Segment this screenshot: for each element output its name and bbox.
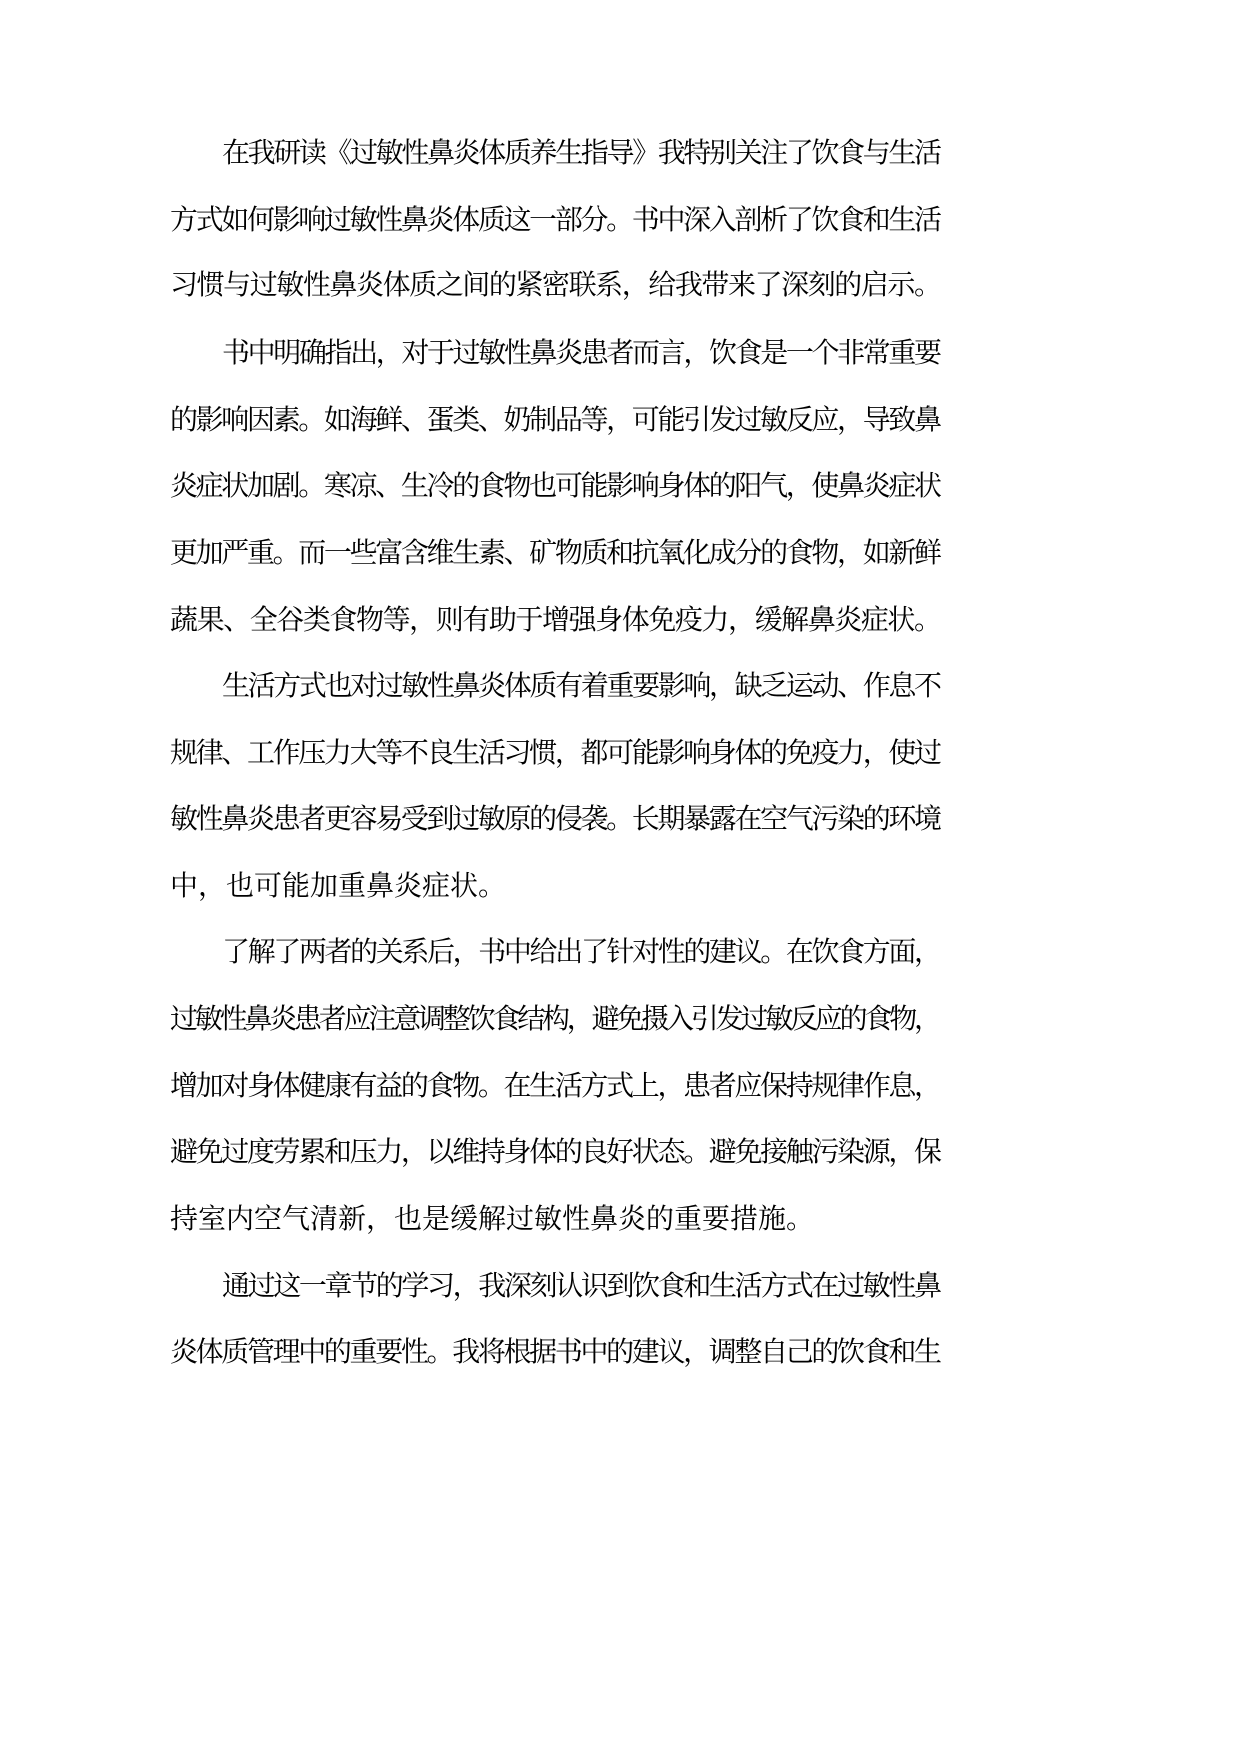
text-line: 的影响因素。如海鲜、蛋类、奶制品等，可能引发过敏反应，导致鼻 — [170, 403, 940, 436]
text-line: 在我研读《过敏性鼻炎体质养生指导》我特别关注了饮食与生活 — [222, 136, 940, 169]
text-line: 习惯与过敏性鼻炎体质之间的紧密联系，给我带来了深刻的启示。 — [170, 268, 941, 301]
text-line: 方式如何影响过敏性鼻炎体质这一部分。书中深入剖析了饮食和生活 — [170, 203, 940, 236]
text-line: 避免过度劳累和压力，以维持身体的良好状态。避免接触污染源，保 — [170, 1135, 940, 1168]
text-line: 增加对身体健康有益的食物。在生活方式上，患者应保持规律作息， — [170, 1069, 940, 1102]
text-line: 通过这一章节的学习，我深刻认识到饮食和生活方式在过敏性鼻 — [222, 1269, 940, 1302]
text-line: 敏性鼻炎患者更容易受到过敏原的侵袭。长期暴露在空气污染的环境 — [170, 802, 940, 835]
text-line: 炎症状加剧。寒凉、生冷的食物也可能影响身体的阳气，使鼻炎症状 — [170, 469, 940, 502]
text-line: 更加严重。而一些富含维生素、矿物质和抗氧化成分的食物，如新鲜 — [170, 536, 940, 569]
text-line: 过敏性鼻炎患者应注意调整饮食结构，避免摄入引发过敏反应的食物， — [170, 1002, 939, 1035]
text-line: 炎体质管理中的重要性。我将根据书中的建议，调整自己的饮食和生 — [170, 1335, 940, 1368]
text-line: 生活方式也对过敏性鼻炎体质有着重要影响，缺乏运动、作息不 — [222, 669, 940, 702]
text-line: 持室内空气清新，也是缓解过敏性鼻炎的重要措施。 — [170, 1202, 815, 1235]
text-line: 蔬果、全谷类食物等，则有助于增强身体免疫力，缓解鼻炎症状。 — [170, 603, 941, 636]
text-line: 中，也可能加重鼻炎症状。 — [170, 869, 507, 902]
text-line: 规律、工作压力大等不良生活习惯，都可能影响身体的免疫力，使过 — [170, 736, 940, 769]
text-line: 书中明确指出，对于过敏性鼻炎患者而言，饮食是一个非常重要 — [222, 336, 940, 369]
text-line: 了解了两者的关系后，书中给出了针对性的建议。在饮食方面， — [222, 935, 940, 968]
